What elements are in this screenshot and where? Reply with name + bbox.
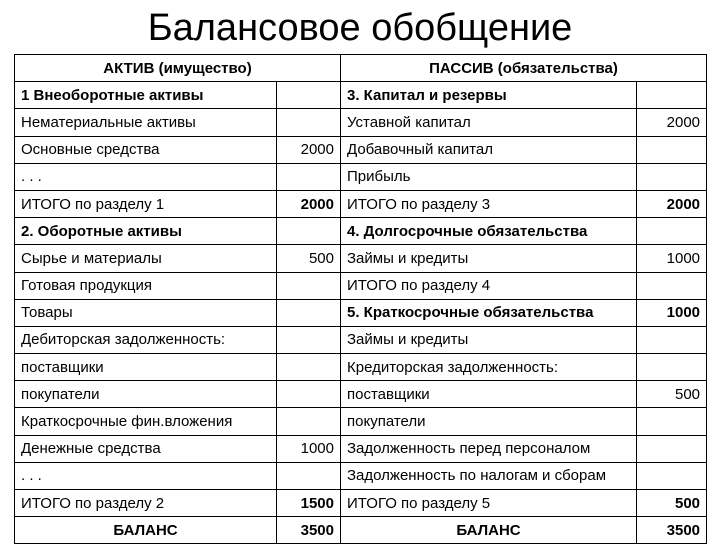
table-row bbox=[15, 408, 707, 435]
liability-value bbox=[637, 462, 707, 489]
table-row bbox=[15, 190, 707, 217]
balance-table bbox=[14, 54, 707, 544]
table-row bbox=[15, 272, 707, 299]
liability-label: ИТОГО по разделу 3 bbox=[341, 190, 637, 217]
liability-value: 500 bbox=[637, 490, 707, 517]
asset-value bbox=[277, 408, 341, 435]
table-row bbox=[15, 381, 707, 408]
table-row bbox=[15, 218, 707, 245]
asset-label: . . . bbox=[15, 163, 277, 190]
liability-balance-total: 3500 bbox=[637, 517, 707, 544]
asset-value bbox=[277, 381, 341, 408]
liability-balance-label: БАЛАНС bbox=[341, 517, 637, 544]
asset-value bbox=[277, 272, 341, 299]
asset-label: ИТОГО по разделу 2 bbox=[15, 490, 277, 517]
liability-label: ИТОГО по разделу 4 bbox=[341, 272, 637, 299]
table-row bbox=[15, 354, 707, 381]
liability-label: Займы и кредиты bbox=[341, 326, 637, 353]
liability-label: ИТОГО по разделу 5 bbox=[341, 490, 637, 517]
liability-label: Займы и кредиты bbox=[341, 245, 637, 272]
liability-value bbox=[637, 354, 707, 381]
asset-label: ИТОГО по разделу 1 bbox=[15, 190, 277, 217]
table-row bbox=[15, 109, 707, 136]
asset-value: 1500 bbox=[277, 490, 341, 517]
asset-label: 2. Оборотные активы bbox=[15, 218, 277, 245]
asset-value bbox=[277, 109, 341, 136]
liability-value bbox=[637, 136, 707, 163]
liability-header: ПАССИВ (обязательства) bbox=[341, 55, 707, 82]
asset-label: Краткосрочные фин.вложения bbox=[15, 408, 277, 435]
liability-value bbox=[637, 408, 707, 435]
liability-label: Добавочный капитал bbox=[341, 136, 637, 163]
asset-value bbox=[277, 462, 341, 489]
liability-label: покупатели bbox=[341, 408, 637, 435]
asset-value: 2000 bbox=[277, 190, 341, 217]
asset-value: 2000 bbox=[277, 136, 341, 163]
table-row bbox=[15, 435, 707, 462]
liability-value: 2000 bbox=[637, 190, 707, 217]
asset-label: покупатели bbox=[15, 381, 277, 408]
asset-label: Сырье и материалы bbox=[15, 245, 277, 272]
asset-label: Денежные средства bbox=[15, 435, 277, 462]
header-row bbox=[15, 55, 707, 82]
asset-label: Товары bbox=[15, 299, 277, 326]
asset-label: 1 Внеоборотные активы bbox=[15, 82, 277, 109]
asset-label: Основные средства bbox=[15, 136, 277, 163]
liability-label: Задолженность по налогам и сборам bbox=[341, 462, 637, 489]
asset-label: поставщики bbox=[15, 354, 277, 381]
liability-value: 1000 bbox=[637, 245, 707, 272]
asset-value bbox=[277, 326, 341, 353]
liability-label: поставщики bbox=[341, 381, 637, 408]
liability-value bbox=[637, 218, 707, 245]
asset-value: 1000 bbox=[277, 435, 341, 462]
table-row bbox=[15, 462, 707, 489]
table-row bbox=[15, 326, 707, 353]
asset-value: 500 bbox=[277, 245, 341, 272]
table-row bbox=[15, 163, 707, 190]
asset-balance-total: 3500 bbox=[277, 517, 341, 544]
asset-label: . . . bbox=[15, 462, 277, 489]
table-row bbox=[15, 299, 707, 326]
asset-label: Дебиторская задолженность: bbox=[15, 326, 277, 353]
liability-value: 2000 bbox=[637, 109, 707, 136]
liability-label: Задолженность перед персоналом bbox=[341, 435, 637, 462]
asset-label: Нематериальные активы bbox=[15, 109, 277, 136]
liability-label: 4. Долгосрочные обязательства bbox=[341, 218, 637, 245]
liability-value: 1000 bbox=[637, 299, 707, 326]
liability-value bbox=[637, 163, 707, 190]
asset-value bbox=[277, 354, 341, 381]
asset-value bbox=[277, 163, 341, 190]
liability-label: Уставной капитал bbox=[341, 109, 637, 136]
asset-label: Готовая продукция bbox=[15, 272, 277, 299]
liability-value bbox=[637, 326, 707, 353]
liability-value bbox=[637, 435, 707, 462]
liability-label: 5. Краткосрочные обязательства bbox=[341, 299, 637, 326]
table-row bbox=[15, 245, 707, 272]
liability-label: Кредиторская задолженность: bbox=[341, 354, 637, 381]
liability-value bbox=[637, 272, 707, 299]
liability-value bbox=[637, 82, 707, 109]
table-row bbox=[15, 490, 707, 517]
table-row bbox=[15, 82, 707, 109]
page-title: Балансовое обобщение bbox=[147, 7, 573, 49]
asset-value bbox=[277, 299, 341, 326]
table-row bbox=[15, 136, 707, 163]
asset-value bbox=[277, 218, 341, 245]
liability-value: 500 bbox=[637, 381, 707, 408]
asset-header: АКТИВ (имущество) bbox=[15, 55, 341, 82]
liability-label: 3. Капитал и резервы bbox=[341, 82, 637, 109]
asset-balance-label: БАЛАНС bbox=[15, 517, 277, 544]
liability-label: Прибыль bbox=[341, 163, 637, 190]
asset-value bbox=[277, 82, 341, 109]
